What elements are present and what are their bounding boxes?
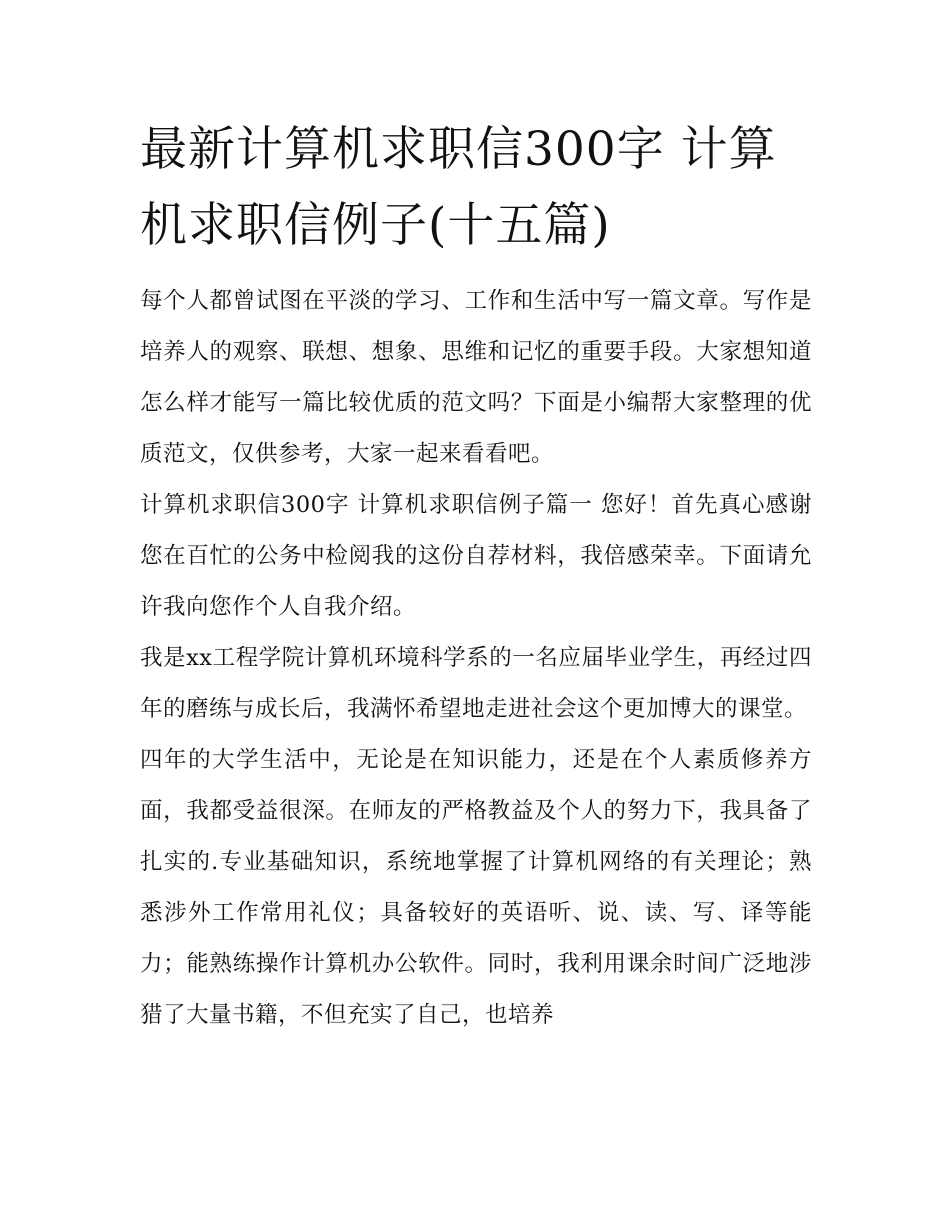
intro-paragraph: 每个人都曾试图在平淡的学习、工作和生活中写一篇文章。写作是培养人的观察、联想、想象、思维和记忆的重要手段。大家想知道怎么样才能写一篇比较优质的范文吗？下面是小编帮大家整理的优质范文，仅供参考，大家一起来看看吧。 — [140, 288, 812, 467]
document-title: 最新计算机求职信300字 计算机求职信例子(十五篇) — [140, 122, 777, 253]
self-introduction-paragraph: 我是xx工程学院计算机环境科学系的一名应届毕业学生，再经过四年的磨练与成长后，我满怀希望地走进社会这个更加博大的课堂。 — [140, 645, 812, 722]
university-life-paragraph: 四年的大学生活中，无论是在知识能力，还是在个人素质修养方面，我都受益很深。在师友的严格教益及个人的努力下，我具备了扎实的.专业基础知识，系统地掌握了计算机网络的有关理论；熟悉涉外工作常用礼仪；具备较好的英语听、说、读、写、译等能力；能熟练操作计算机办公软件。同时，我利用课余时间广泛地涉猎了大量书籍，不但充实了自己，也培养 — [140, 747, 812, 1028]
document-body — [140, 276, 812, 1041]
letter-opening-paragraph: 计算机求职信300字 计算机求职信例子篇一 您好！首先真心感谢您在百忙的公务中检阅我的这份自荐材料，我倍感荣幸。下面请允许我向您作个人自我介绍。 — [140, 492, 812, 620]
